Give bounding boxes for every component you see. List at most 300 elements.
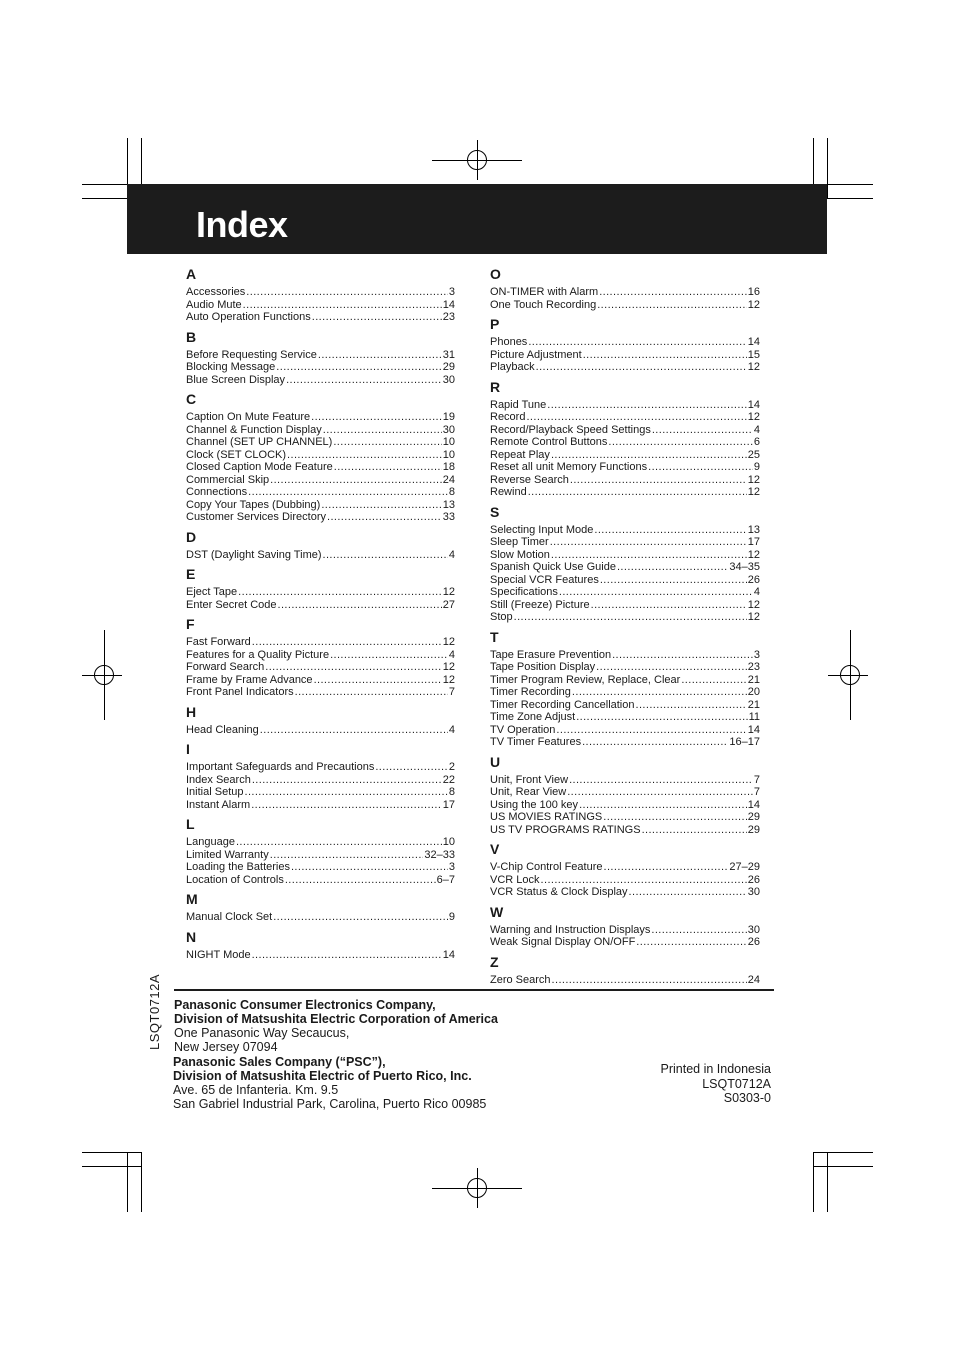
entry-page: 8 <box>448 786 455 798</box>
index-entry <box>490 586 760 599</box>
entry-term: Fast Forward <box>186 636 251 648</box>
section-letter: O <box>490 266 501 282</box>
index-entry <box>490 874 760 887</box>
entry-term: DST (Daylight Saving Time) <box>186 548 322 561</box>
entry-page: 15 <box>747 348 760 361</box>
dot-leader <box>528 336 746 349</box>
entry-page: 30 <box>442 423 455 436</box>
company-name-line: Panasonic Sales Company (“PSC”), <box>173 1055 386 1069</box>
entry-term: Timer Recording <box>490 686 571 698</box>
index-entry <box>490 411 760 424</box>
index-entry <box>490 974 760 987</box>
entry-term: Channel & Function Display <box>186 423 322 436</box>
dot-leader <box>248 486 448 499</box>
entry-page: 12 <box>442 673 455 686</box>
dot-leader <box>295 686 448 699</box>
entry-page: 24 <box>747 973 760 986</box>
entry-term: Selecting Input Mode <box>490 523 594 536</box>
entry-page: 6–7 <box>436 873 455 886</box>
dot-leader <box>244 786 447 799</box>
dot-leader <box>252 636 442 649</box>
entry-term: Head Cleaning <box>186 723 259 736</box>
entry-term: Using the 100 key <box>490 798 579 811</box>
dot-leader <box>528 486 747 499</box>
dot-leader <box>636 936 746 949</box>
entry-term: Closed Caption Mode Feature <box>186 461 333 473</box>
print-info <box>600 1062 771 1106</box>
dot-leader <box>327 511 442 524</box>
entry-page: 4 <box>448 648 455 661</box>
index-entry <box>490 924 760 937</box>
index-section-z <box>490 954 760 987</box>
entry-page: 33 <box>442 511 455 523</box>
entry-page: 3 <box>753 648 760 661</box>
dot-leader <box>600 574 747 587</box>
dot-leader <box>550 536 747 549</box>
entry-page: 7 <box>753 786 760 798</box>
dot-leader <box>276 361 441 374</box>
entry-page: 7 <box>448 686 455 698</box>
dot-leader <box>551 449 747 462</box>
entry-page: 12 <box>747 411 760 423</box>
entry-page: 14 <box>442 298 455 311</box>
entry-term: Rewind <box>490 486 527 498</box>
index-entry <box>490 399 760 412</box>
entry-page: 30 <box>442 373 455 386</box>
address-line: New Jersey 07094 <box>174 1040 278 1054</box>
entry-page: 12 <box>747 611 760 623</box>
entry-page: 20 <box>747 686 760 698</box>
index-entry <box>186 549 455 562</box>
index-section-s <box>490 504 760 624</box>
index-entry <box>490 424 760 437</box>
index-entry <box>186 349 455 362</box>
entry-page: 26 <box>747 936 760 948</box>
section-letter: S <box>490 503 500 520</box>
section-letter: A <box>186 266 197 282</box>
section-letter: C <box>186 391 197 407</box>
dot-leader <box>570 474 747 487</box>
index-entry <box>186 511 455 524</box>
index-entry <box>186 411 455 424</box>
index-entry <box>490 449 760 462</box>
entry-term: Tape Erasure Prevention <box>490 648 612 661</box>
entry-term: Timer Program Review, Replace, Clear <box>490 673 681 686</box>
vertical-model-code: LSQT0712A <box>147 973 162 1050</box>
page-title: Index <box>196 204 288 245</box>
index-entry <box>490 549 760 562</box>
dot-leader <box>608 436 752 449</box>
entry-page: 25 <box>747 448 760 461</box>
index-section-u <box>490 754 760 837</box>
index-entry <box>490 349 760 362</box>
entry-term: Enter Secret Code <box>186 598 277 611</box>
index-column-right <box>490 266 760 991</box>
dot-leader <box>375 761 448 774</box>
index-entry <box>186 374 455 387</box>
index-entry <box>186 449 455 462</box>
entry-term: Customer Services Directory <box>186 511 326 523</box>
address-line: San Gabriel Industrial Park, Carolina, Puerto Rico 00985 <box>173 1097 487 1111</box>
entry-term: Unit, Front View <box>490 773 569 786</box>
entry-term: Picture Adjustment <box>490 348 582 361</box>
entry-term: Loading the Batteries <box>186 861 290 873</box>
index-section-i <box>186 741 455 811</box>
entry-term: Location of Controls <box>186 873 284 886</box>
entry-term: Slow Motion <box>490 548 550 561</box>
index-section-a <box>186 266 455 324</box>
index-section-f <box>186 616 455 699</box>
entry-term: Channel (SET UP CHANNEL) <box>186 436 333 448</box>
dot-leader <box>541 874 747 887</box>
entry-page: 2 <box>448 761 455 773</box>
index-column-left <box>186 266 455 966</box>
entry-page: 17 <box>747 536 760 548</box>
entry-term: Rapid Tune <box>490 398 547 411</box>
dot-leader <box>681 674 746 687</box>
entry-term: TV Operation <box>490 723 556 736</box>
company-division-line: Division of Matsushita Electric of Puerto Rico, Inc. <box>173 1069 472 1083</box>
entry-page: 16 <box>747 286 760 298</box>
dot-leader <box>648 461 753 474</box>
index-section-m <box>186 891 455 924</box>
index-entry <box>490 674 760 687</box>
dot-leader <box>652 424 753 437</box>
entry-term: Important Safeguards and Precautions <box>186 761 375 773</box>
entry-term: Initial Setup <box>186 786 244 798</box>
entry-term: Blocking Message <box>186 361 276 373</box>
entry-term: Features for a Quality Picture <box>186 648 330 661</box>
index-entry <box>186 436 455 449</box>
entry-page: 4 <box>448 723 455 736</box>
index-entry <box>186 911 455 924</box>
entry-term: Special VCR Features <box>490 573 599 586</box>
dot-leader <box>243 299 442 312</box>
entry-term: ON-TIMER with Alarm <box>490 286 599 298</box>
entry-page: 26 <box>747 873 760 886</box>
index-entry <box>490 661 760 674</box>
entry-page: 14 <box>747 723 760 736</box>
index-entry <box>490 799 760 812</box>
company-name-line: Panasonic Consumer Electronics Company, <box>174 998 436 1012</box>
entry-term: Time Zone Adjust <box>490 711 576 723</box>
section-letter: N <box>186 928 197 945</box>
entry-page: 21 <box>747 698 760 711</box>
dot-leader <box>311 411 442 424</box>
entry-term: Spanish Quick Use Guide <box>490 561 616 573</box>
index-entry <box>490 486 760 499</box>
index-entry <box>490 724 760 737</box>
entry-page: 13 <box>747 523 760 536</box>
entry-page: 4 <box>753 586 760 598</box>
dot-leader <box>270 849 424 862</box>
entry-page: 10 <box>442 448 455 461</box>
dot-leader <box>597 299 747 312</box>
entry-term: Repeat Play <box>490 448 550 461</box>
index-entry <box>490 699 760 712</box>
entry-term: Index Search <box>186 773 251 786</box>
dot-leader <box>514 611 747 624</box>
index-section-n <box>186 929 455 962</box>
index-entry <box>186 599 455 612</box>
dot-leader <box>323 424 442 437</box>
index-entry <box>490 811 760 824</box>
entry-term: US MOVIES RATINGS <box>490 811 603 823</box>
entry-page: 30 <box>747 923 760 936</box>
index-entry <box>490 649 760 662</box>
index-section-r <box>490 379 760 499</box>
entry-page: 7 <box>753 773 760 786</box>
section-letter: W <box>490 903 504 920</box>
dot-leader <box>323 549 448 562</box>
company-division-line: Division of Matsushita Electric Corporation of America <box>174 1012 498 1026</box>
entry-page: 24 <box>442 473 455 486</box>
entry-page: 29 <box>747 823 760 836</box>
entry-term: Weak Signal Display ON/OFF <box>490 936 636 948</box>
entry-term: Still (Freeze) Picture <box>490 598 590 611</box>
entry-page: 12 <box>747 298 760 311</box>
entry-term: Before Requesting Service <box>186 348 317 361</box>
index-entry <box>490 861 760 874</box>
dot-leader <box>238 586 442 599</box>
index-entry <box>186 424 455 437</box>
company-address-2 <box>173 1055 486 1111</box>
dot-leader <box>286 374 442 387</box>
dot-leader <box>559 586 753 599</box>
dot-leader <box>604 861 729 874</box>
section-letter: I <box>186 741 190 757</box>
dot-leader <box>285 874 436 887</box>
index-entry <box>186 661 455 674</box>
dot-leader <box>551 549 747 562</box>
model-code: LSQT0712A <box>702 1076 771 1091</box>
entry-page: 22 <box>442 773 455 786</box>
entry-page: 27–29 <box>729 861 760 873</box>
dot-leader <box>612 649 753 662</box>
dot-leader <box>536 361 747 374</box>
section-letter: E <box>186 566 196 582</box>
dot-leader <box>334 461 442 474</box>
index-entry <box>490 936 760 949</box>
index-entry <box>490 536 760 549</box>
address-line: One Panasonic Way Secaucus, <box>174 1026 350 1040</box>
index-entry <box>490 474 760 487</box>
dot-leader <box>273 911 448 924</box>
entry-page: 13 <box>442 498 455 511</box>
dot-leader <box>251 799 442 812</box>
section-letter: M <box>186 891 198 907</box>
entry-term: Phones <box>490 336 528 348</box>
index-entry <box>186 674 455 687</box>
entry-term: Remote Control Buttons <box>490 436 608 448</box>
dot-leader <box>526 411 746 424</box>
index-entry <box>490 599 760 612</box>
entry-page: 16–17 <box>729 736 760 748</box>
dot-leader <box>603 811 746 824</box>
entry-page: 34–35 <box>729 561 760 573</box>
index-entry <box>490 786 760 799</box>
entry-term: Blue Screen Display <box>186 373 286 386</box>
address-line: Ave. 65 de Infanteria. Km. 9.5 <box>173 1083 339 1097</box>
dot-leader <box>236 836 442 849</box>
dot-leader <box>579 799 747 812</box>
entry-term: Auto Operation Functions <box>186 311 311 323</box>
entry-page: 23 <box>747 661 760 673</box>
index-entry <box>490 561 760 574</box>
entry-term: One Touch Recording <box>490 298 597 311</box>
entry-term: Record/Playback Speed Settings <box>490 423 651 436</box>
index-entry <box>186 774 455 787</box>
index-section-v <box>490 841 760 899</box>
entry-term: Instant Alarm <box>186 798 251 811</box>
index-entry <box>186 949 455 962</box>
index-entry <box>490 886 760 899</box>
index-section-l <box>186 816 455 886</box>
index-section-d <box>186 529 455 562</box>
entry-term: Warning and Instruction Displays <box>490 923 651 936</box>
entry-term: Reverse Search <box>490 473 569 486</box>
entry-page: 32–33 <box>424 848 455 861</box>
entry-page: 3 <box>448 861 455 873</box>
entry-term: Playback <box>490 361 535 373</box>
entry-term: Tape Position Display <box>490 661 596 673</box>
entry-term: Clock (SET CLOCK) <box>186 448 287 461</box>
entry-term: TV Timer Features <box>490 736 582 748</box>
index-entry <box>490 461 760 474</box>
entry-page: 29 <box>747 811 760 823</box>
dot-leader <box>569 774 753 787</box>
entry-page: 18 <box>442 461 455 473</box>
section-letter: B <box>186 328 197 345</box>
index-entry <box>186 299 455 312</box>
entry-page: 12 <box>442 661 455 673</box>
company-address-1 <box>174 998 498 1054</box>
entry-term: Timer Recording Cancellation <box>490 698 635 711</box>
dot-leader <box>576 711 747 724</box>
index-section-b <box>186 329 455 387</box>
entry-term: Sleep Timer <box>490 536 549 548</box>
index-entry <box>186 486 455 499</box>
index-section-h <box>186 704 455 737</box>
entry-term: Language <box>186 836 235 848</box>
entry-term: Stop <box>490 611 513 623</box>
dot-leader <box>556 724 746 737</box>
index-entry <box>490 299 760 312</box>
index-entry <box>186 874 455 887</box>
dot-leader <box>617 561 728 574</box>
entry-term: US TV PROGRAMS RATINGS <box>490 823 641 836</box>
entry-term: Audio Mute <box>186 298 242 311</box>
entry-page: 14 <box>747 336 760 348</box>
dot-leader <box>291 861 448 874</box>
section-letter: F <box>186 616 195 632</box>
entry-page: 10 <box>442 836 455 848</box>
header-banner <box>127 184 827 254</box>
entry-term: Caption On Mute Feature <box>186 411 311 423</box>
index-entry <box>186 786 455 799</box>
dot-leader <box>312 311 442 324</box>
entry-term: Commercial Skip <box>186 473 270 486</box>
dot-leader <box>330 649 448 662</box>
dot-leader <box>642 824 747 837</box>
entry-term: NIGHT Mode <box>186 948 251 961</box>
dot-leader <box>552 974 747 987</box>
index-entry <box>490 774 760 787</box>
section-letter: D <box>186 528 197 545</box>
entry-term: V-Chip Control Feature <box>490 861 603 873</box>
index-section-e <box>186 566 455 611</box>
section-letter: V <box>490 841 500 857</box>
entry-page: 4 <box>448 548 455 561</box>
entry-term: Record <box>490 411 526 423</box>
entry-page: 30 <box>747 886 760 898</box>
index-entry <box>490 524 760 537</box>
entry-page: 12 <box>747 473 760 486</box>
index-entry <box>186 586 455 599</box>
dot-leader <box>287 449 442 462</box>
index-entry <box>490 436 760 449</box>
dot-leader <box>265 661 441 674</box>
dot-leader <box>629 886 747 899</box>
index-entry <box>186 286 455 299</box>
entry-page: 21 <box>747 673 760 686</box>
entry-term: Accessories <box>186 286 246 298</box>
dot-leader <box>270 474 442 487</box>
dot-leader <box>318 349 442 362</box>
index-entry <box>186 474 455 487</box>
dot-leader <box>594 524 746 537</box>
index-section-w <box>490 904 760 949</box>
entry-term: Copy Your Tapes (Dubbing) <box>186 498 321 511</box>
index-entry <box>490 336 760 349</box>
index-entry <box>186 649 455 662</box>
section-letter: P <box>490 316 500 332</box>
entry-page: 12 <box>747 486 760 498</box>
entry-page: 3 <box>448 286 455 298</box>
entry-page: 19 <box>442 411 455 423</box>
entry-term: VCR Lock <box>490 873 540 886</box>
serial-code: S0303-0 <box>723 1091 771 1105</box>
dot-leader <box>321 499 441 512</box>
index-entry <box>186 836 455 849</box>
entry-page: 9 <box>448 911 455 923</box>
dot-leader <box>567 786 753 799</box>
dot-leader <box>583 349 747 362</box>
index-entry <box>490 286 760 299</box>
entry-term: Limited Warranty <box>186 848 269 861</box>
entry-page: 23 <box>442 311 455 323</box>
entry-page: 31 <box>442 348 455 361</box>
dot-leader <box>314 674 442 687</box>
entry-term: Specifications <box>490 586 558 598</box>
footer-divider <box>174 989 774 991</box>
dot-leader <box>651 924 746 937</box>
dot-leader <box>278 599 442 612</box>
entry-term: Connections <box>186 486 248 498</box>
index-section-c <box>186 391 455 524</box>
section-letter: R <box>490 378 501 395</box>
entry-term: Front Panel Indicators <box>186 686 294 698</box>
entry-page: 4 <box>753 423 760 436</box>
entry-page: 29 <box>442 361 455 373</box>
section-letter: H <box>186 703 197 720</box>
dot-leader <box>591 599 747 612</box>
entry-page: 14 <box>747 798 760 811</box>
index-entry <box>490 736 760 749</box>
dot-leader <box>582 736 728 749</box>
entry-page: 12 <box>747 548 760 561</box>
entry-page: 12 <box>747 598 760 611</box>
